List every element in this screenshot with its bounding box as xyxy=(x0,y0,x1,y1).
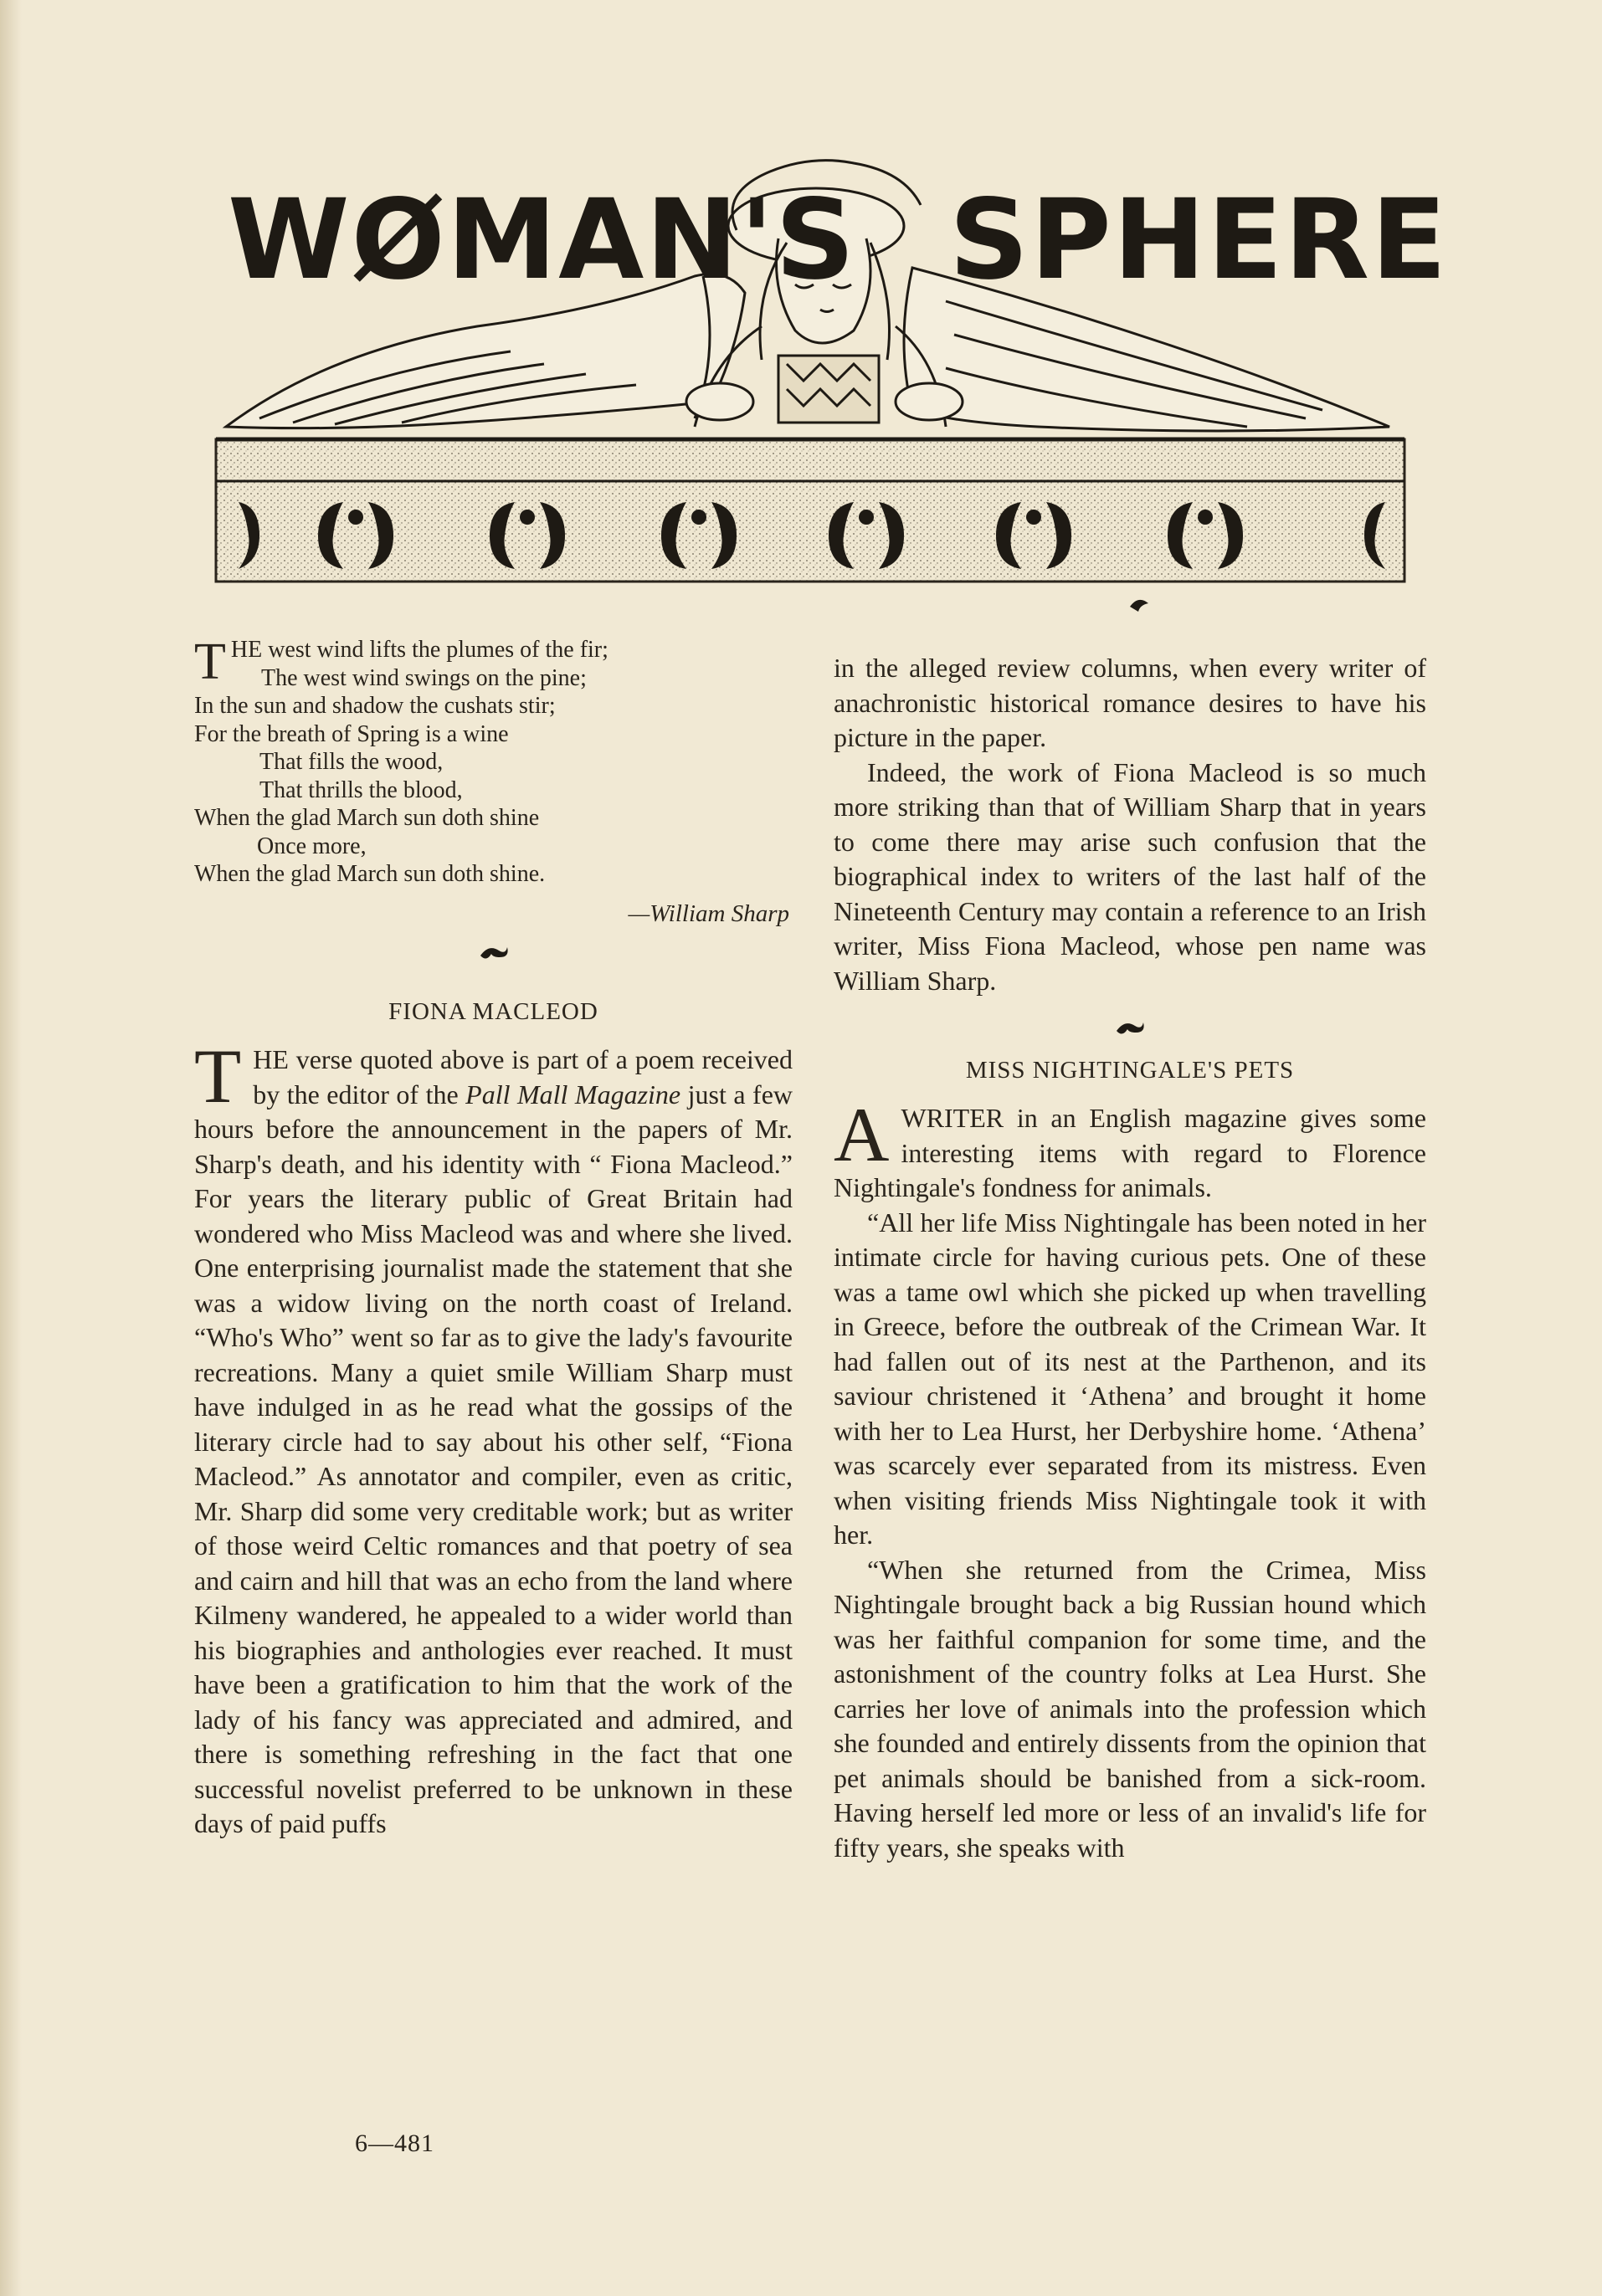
article-text: just a few hours before the announcement in the papers of Mr. Sharp's death, and his identity with “ Fiona Macleod.” For years the literary public of Great Britain had wondered who Miss Macleod was and where she lived. One enterprising journalist made the statement that she was a widow living on the north coast of Ireland. “Who's Who” went so far as to give the lady's favourite recreations. Many a quiet smile William Sharp must have indulged in as he read what the gossips of the literary circle had to say about his other self, “Fiona Macleod.” As annotator and compiler, even as critic, Mr. Sharp did some very creditable work; but as writer of those weird Celtic romances and that poetry of sea and cairn and hill that was an echo from the land where Kilmeny wandered, he appealed to a wider world than his biographies and anthologies ever reached. It must have been a gratification to him that the work of the lady of his fancy was appreciated and admired, and there is something refreshing in the fact that one successful novelist preferred to be unknown in these days of paid puffs xyxy=(194,1079,793,1838)
verse-line: For the breath of Spring is a wine xyxy=(194,720,509,747)
article-paragraph xyxy=(834,1092,1426,1206)
section-heading: FIONA MACLEOD xyxy=(388,997,598,1025)
article-text: HE verse quoted above is part of a poem received by the editor of the xyxy=(253,1044,793,1110)
page-edge xyxy=(0,0,22,2296)
article-paragraph: “All her life Miss Nightingale has been noted in her intimate circle for having curious pets. One of these was a tame owl which she picked up when travelling in Greece, before the outbreak of the Crimean War. It had fallen out of its nest at the Parthenon, and its saviour christened it ‘Athena’ and brought it home with her to Lea Hurst, her Derbyshire home. ‘Athena’ was scarcely ever separated from its mistress. Even when visiting friends Miss Nightingale took it with her. xyxy=(834,1207,1426,1550)
article-continuation: in the alleged review columns, when every writer of anachronistic historical romance desires to have his picture in the paper. xyxy=(834,653,1426,752)
verse-line: In the sun and shadow the cushats stir; xyxy=(194,693,556,719)
right-column xyxy=(834,651,1426,1865)
verse-line: That fills the wood, xyxy=(259,749,444,775)
verse-line: That thrills the blood, xyxy=(259,776,463,803)
article-paragraph: “When she returned from the Crimea, Miss Nightingale brought back a big Russian hound which was her faithful companion for some time, and the astonishment of the country folks at Lea Hurst. She carries her love of animals into the profession which she founded and entirely dissents from the opinion that pet animals should be banished from a sick-room. Having herself led more or less of an invalid's life for fifty years, she speaks with xyxy=(834,1554,1426,1863)
band-ornament xyxy=(1130,600,1148,612)
publication-title: Pall Mall Magazine xyxy=(465,1079,681,1110)
verse-line: When the glad March sun doth shine. xyxy=(194,861,546,887)
verse-line: The west wind swings on the pine; xyxy=(261,664,587,691)
article-paragraph: Indeed, the work of Fiona Macleod is so much more striking than that of William Sharp that in years to come there may arise such confusion that the biographical index to writers of the last half of the Nineteenth Century may contain a reference to an Irish writer, Miss Fiona Macleod, whose pen name was William Sharp. xyxy=(834,756,1426,996)
article-paragraph xyxy=(194,1033,793,1842)
left-column xyxy=(194,633,793,1842)
fleuron-icon xyxy=(194,938,793,973)
section-heading: MISS NIGHTINGALE'S PETS xyxy=(965,1056,1295,1084)
masthead-title-right: SPHERE xyxy=(949,176,1449,305)
verse-line: When the glad March sun doth shine xyxy=(194,805,540,831)
verse-dropcap: T xyxy=(194,633,226,690)
page-number: 6—481 xyxy=(355,2129,434,2157)
dropcap: A xyxy=(834,1092,890,1177)
masthead-title-left: WØMAN'S xyxy=(228,176,857,305)
verse-block xyxy=(194,633,793,889)
article-text: WRITER in an English magazine gives some interesting items with regard to Florence Nightingale's fondness for animals. xyxy=(834,1103,1426,1202)
verse-attribution: —William Sharp xyxy=(628,899,789,927)
dropcap: T xyxy=(194,1033,242,1119)
header-banner xyxy=(209,151,1449,619)
verse-line: Once more, xyxy=(257,833,367,859)
verse-first-line: HE west wind lifts the plumes of the fir; xyxy=(230,637,608,663)
fleuron-icon xyxy=(834,1013,1426,1048)
